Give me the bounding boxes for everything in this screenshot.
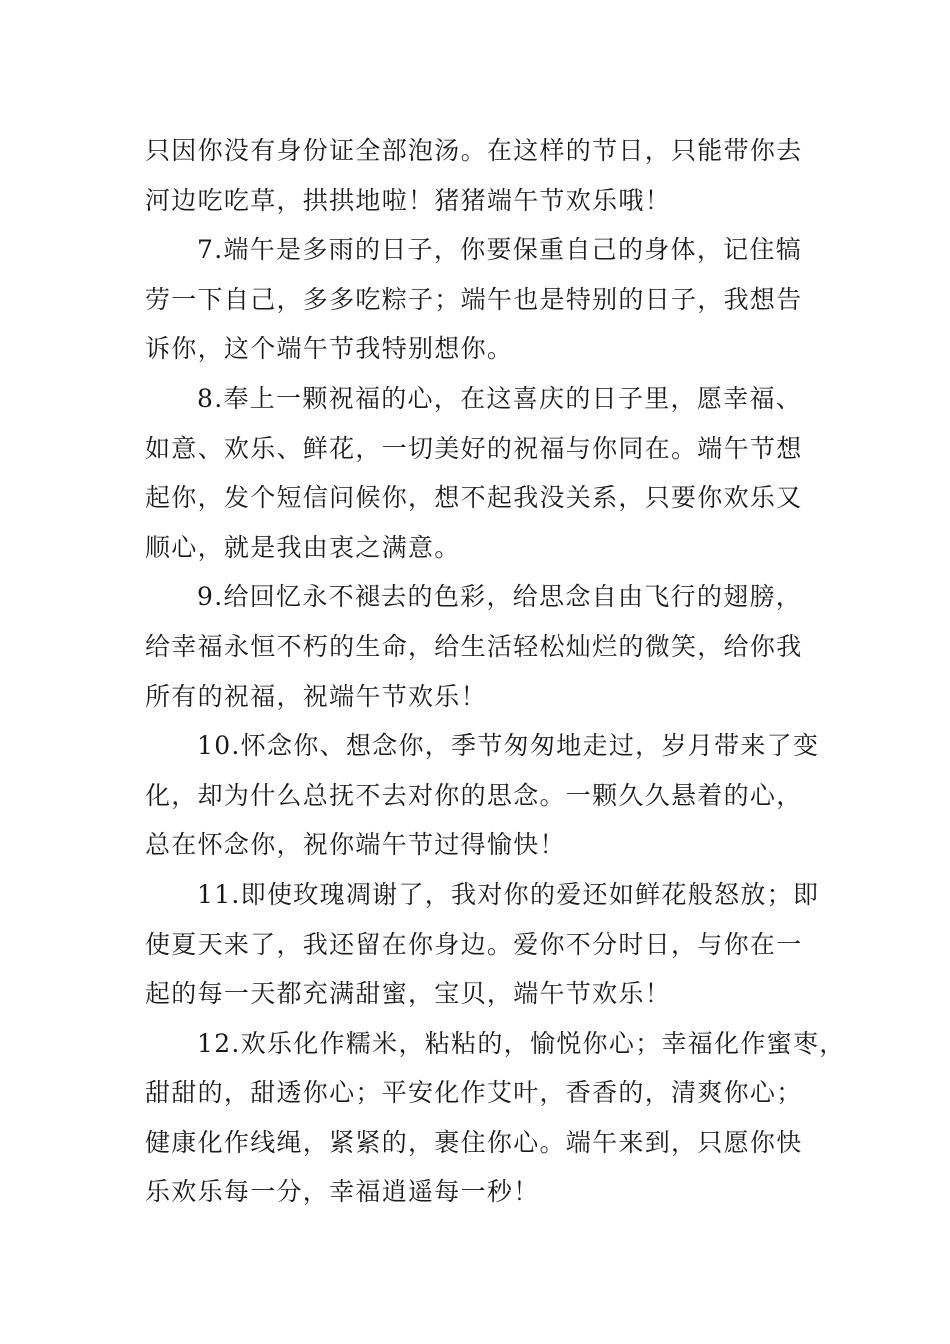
text-line: 使夏天来了，我还留在你身边。爱你不分时日，与你在一 [145,929,803,959]
paragraph-continuation [145,126,815,225]
paragraph-item-12 [145,1019,846,1217]
text-line: 起你，发个短信问候你，想不起我没关系，只要你欢乐又 [145,483,803,513]
text-line: 诉你，这个端午节我特别想你。 [145,334,514,364]
text-line: 顺心，就是我由衷之满意。 [145,532,461,562]
text-line: 如意、欢乐、鲜花，一切美好的祝福与你同在。端午节想 [145,433,803,463]
text-line: 10.怀念你、想念你，季节匆匆地走过，岁月带来了变 [197,731,820,761]
text-line: 健康化作线绳，紧紧的，裹住你心。端午来到，只愿你快 [145,1127,803,1157]
text-line: 总在怀念你，祝你端午节过得愉快！ [145,830,566,860]
text-line: 12.欢乐化作糯米，粘粘的，愉悦你心；幸福化作蜜枣， [197,1028,846,1058]
text-line: 所有的祝福，祝端午节欢乐！ [145,681,487,711]
text-line: 11.即使玫瑰凋谢了，我对你的爱还如鲜花般怒放；即 [197,879,820,909]
text-line: 9.给回忆永不褪去的色彩，给思念自由飞行的翅膀， [197,582,803,612]
paragraph-item-11 [145,870,820,1019]
text-line: 化，却为什么总抚不去对你的思念。一颗久久悬着的心， [145,780,803,810]
text-line: 甜甜的，甜透你心；平安化作艾叶，香香的，清爽你心； [145,1078,803,1108]
text-line: 只因你没有身份证全部泡汤。在这样的节日，只能带你去 [145,136,803,165]
paragraph-item-7 [145,225,815,374]
text-line: 乐欢乐每一分，幸福逍遥每一秒！ [145,1177,540,1207]
paragraph-item-8 [145,374,815,572]
text-line: 起的每一天都充满甜蜜，宝贝，端午节欢乐！ [145,979,672,1009]
paragraph-item-9 [145,572,815,721]
text-line: 7.端午是多雨的日子，你要保重自己的身体，记住犒 [197,235,803,265]
text-line: 8.奉上一颗祝福的心，在这喜庆的日子里，愿幸福、 [197,383,803,413]
paragraph-item-10 [145,721,820,870]
document-body [145,126,846,1217]
text-line: 劳一下自己，多多吃粽子；端午也是特别的日子，我想告 [145,284,803,314]
text-line: 给幸福永恒不朽的生命，给生活轻松灿烂的微笑，给你我 [145,631,803,661]
text-line: 河边吃吃草，拱拱地啦！猪猪端午节欢乐哦！ [145,185,672,215]
